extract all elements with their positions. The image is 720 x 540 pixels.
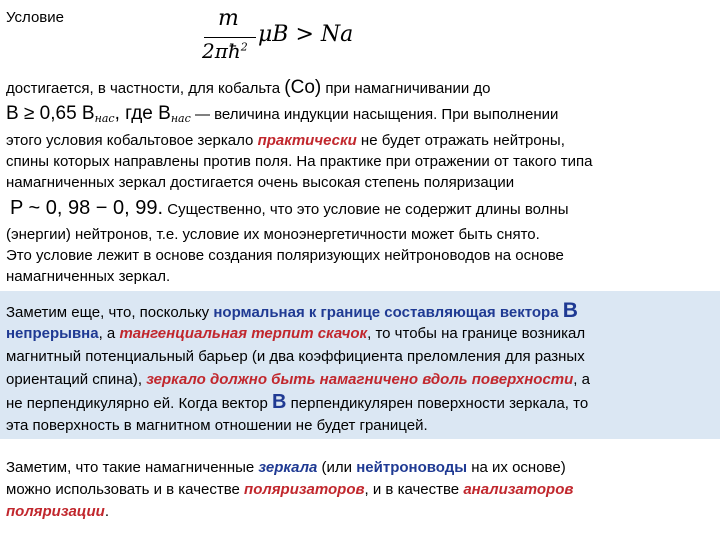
paragraph-line-3: этого условия кобальтовое зеркало практически не будет отражать нейтроны, bbox=[6, 132, 565, 149]
paragraph-line-5: намагниченных зеркал достигается очень высокая степень поляризации bbox=[6, 174, 515, 191]
box-line-2: непрерывна, а тангенциальная терпит скачок, то чтобы на границе возникал bbox=[6, 325, 586, 342]
condition-label: Условие bbox=[6, 9, 64, 26]
highlight-polarizers: поляризаторов bbox=[244, 481, 365, 498]
condition-formula bbox=[200, 6, 370, 68]
formula-numerator: m bbox=[218, 6, 239, 31]
highlight-analyzers: анализаторов bbox=[463, 481, 574, 498]
box-line-4: ориентаций спина), зеркало должно быть намагничено вдоль поверхности, а bbox=[6, 371, 590, 388]
bottom-line-1: Заметим, что такие намагниченные зеркала (или нейтроноводы на их основе) bbox=[6, 459, 566, 476]
paragraph-line-1: достигается, в частности, для кобальта (Co) при намагничивании до bbox=[6, 77, 491, 98]
highlight-neutron-guides: нейтроноводы bbox=[356, 459, 468, 476]
highlight-continuous: непрерывна bbox=[6, 325, 99, 342]
box-line-5: не перпендикулярно ей. Когда вектор B перпендикулярен поверхности зеркала, то bbox=[6, 391, 589, 413]
highlight-polarization: поляризации bbox=[6, 503, 105, 520]
paragraph-line-7: (энергии) нейтронов, т.е. условие их моноэнергетичности может быть снято. bbox=[6, 226, 540, 243]
highlight-box bbox=[0, 291, 720, 439]
paragraph-line-9: намагниченных зеркал. bbox=[6, 268, 171, 285]
polarization-value: P ~ 0, 98 − 0, 99. bbox=[10, 197, 164, 219]
formula-inequality: μB > Na bbox=[258, 22, 354, 47]
highlight-practically: практически bbox=[257, 132, 357, 149]
box-line-1: Заметим еще, что, поскольку нормальная к границе составляющая вектора B bbox=[6, 299, 578, 322]
highlight-normal-component: нормальная к границе составляющая вектора bbox=[213, 304, 559, 321]
paragraph-line-6: P ~ 0, 98 − 0, 99. Существенно, что это условие не содержит длины волны bbox=[10, 197, 569, 219]
formula-denominator: $2\pi ħ^2$ bbox=[202, 39, 248, 63]
box-line-3: магнитный потенциальный барьер (и два коэффициента преломления для разных bbox=[6, 348, 585, 365]
box-line-6: эта поверхность в магнитном отношении не будет границей. bbox=[6, 417, 428, 434]
fraction-bar bbox=[204, 37, 256, 38]
highlight-magnetized-along: зеркало должно быть намагничено вдоль поверхности bbox=[146, 371, 574, 388]
paragraph-line-2: B ≥ 0,65 $B_{нас}$, где $B_{нас}$ — величина индукции насыщения. При выполнении bbox=[6, 103, 559, 125]
highlight-tangential: тангенциальная терпит скачок bbox=[119, 325, 368, 342]
paragraph-line-8: Это условие лежит в основе создания поляризующих нейтроноводов на основе bbox=[6, 247, 564, 264]
bottom-line-2: можно использовать и в качестве поляризаторов, и в качестве анализаторов bbox=[6, 481, 574, 498]
bottom-line-3: поляризации. bbox=[6, 503, 109, 520]
highlight-mirrors: зеркала bbox=[258, 459, 318, 476]
paragraph-line-4: спины которых направлены против поля. На практике при отражении от такого типа bbox=[6, 153, 593, 170]
